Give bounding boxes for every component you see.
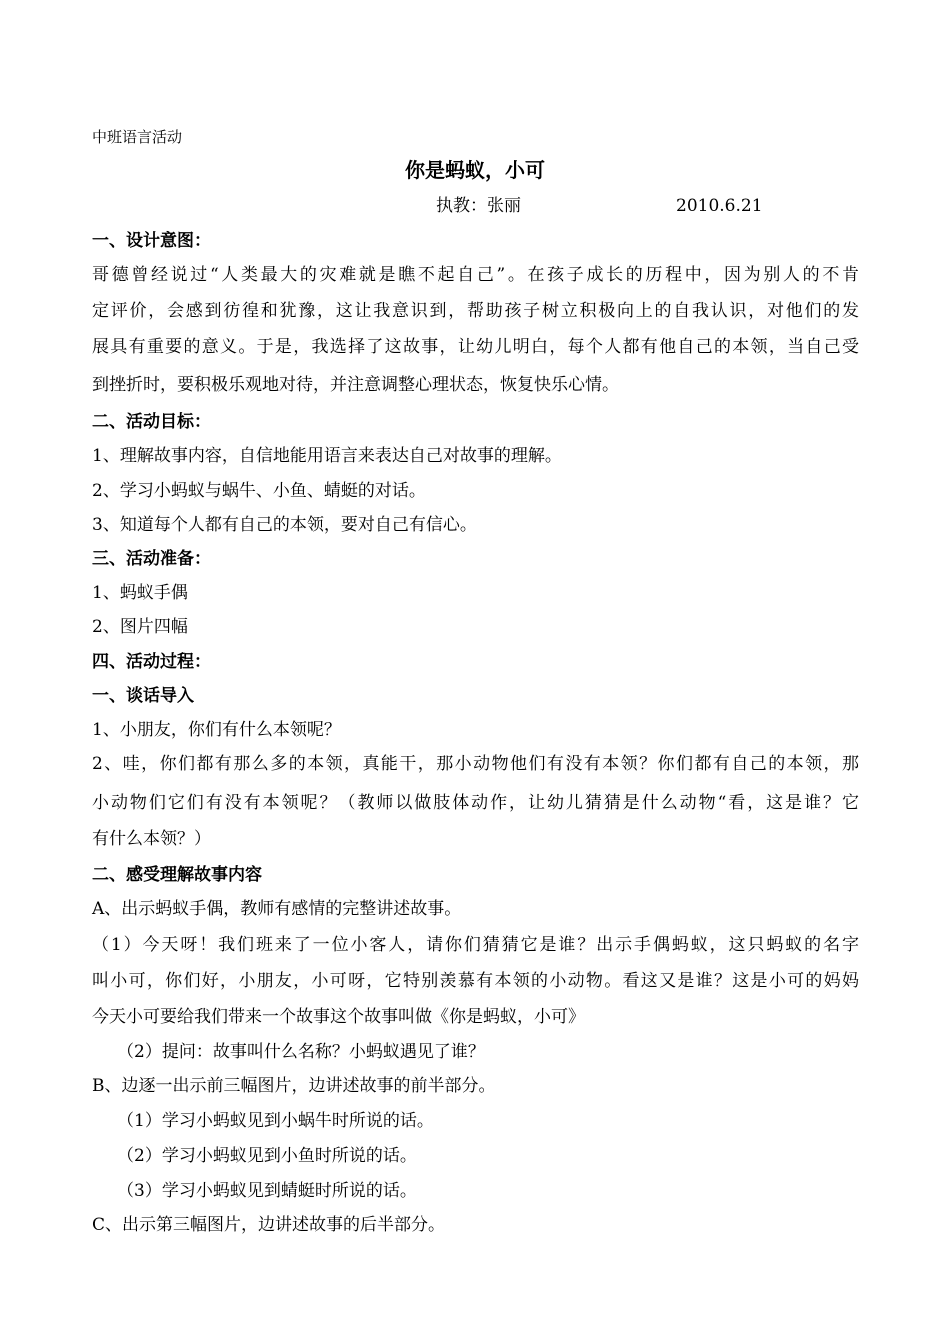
activity-category: 中班语言活动 bbox=[92, 128, 183, 146]
paragraph-line: 展具有重要的意义。于是，我选择了这故事，让幼儿明白，每个人都有他自己的本领，当自己受 bbox=[92, 337, 859, 357]
step-a: A、出示蚂蚁手偶，教师有感情的完整讲述故事。 bbox=[92, 899, 462, 919]
list-item: 2、学习小蚂蚁与蜗牛、小鱼、蜻蜓的对话。 bbox=[92, 481, 426, 501]
step-b: B、边逐一出示前三幅图片，边讲述故事的前半部分。 bbox=[92, 1076, 496, 1096]
list-item: 1、蚂蚁手偶 bbox=[92, 583, 188, 603]
paragraph-line: 今天小可要给我们带来一个故事这个故事叫做《你是蚂蚁，小可》 bbox=[92, 1007, 585, 1027]
section-heading-design: 一、设计意图： bbox=[92, 231, 211, 251]
question-line: （2）提问：故事叫什么名称？小蚂蚁遇见了谁？ bbox=[117, 1042, 485, 1062]
paragraph-line: 1、小朋友，你们有什么本领呢？ bbox=[92, 720, 341, 740]
paragraph-line: 定评价，会感到彷徨和犹豫，这让我意识到，帮助孩子树立积极向上的自我认识，对他们的发 bbox=[92, 301, 859, 321]
list-item: 3、知道每个人都有自己的本领，要对自己有信心。 bbox=[92, 515, 477, 535]
paragraph-line: 到挫折时，要积极乐观地对待，并注意调整心理状态，恢复快乐心情。 bbox=[92, 375, 619, 395]
activity-date: 2010.6.21 bbox=[676, 196, 763, 216]
teacher-name: 执教：张丽 bbox=[436, 196, 521, 216]
paragraph-line: 叫小可，你们好，小朋友，小可呀，它特别羡慕有本领的小动物。看这又是谁？这是小可的妈妈 bbox=[92, 971, 859, 991]
section-heading-process: 四、活动过程： bbox=[92, 652, 211, 672]
section-heading-preparation: 三、活动准备： bbox=[92, 549, 211, 569]
paragraph-line: 哥德曾经说过“人类最大的灾难就是瞧不起自己”。在孩子成长的历程中，因为别人的不肯 bbox=[92, 265, 859, 285]
subsection-heading-intro: 一、谈话导入 bbox=[92, 686, 194, 706]
document-title: 你是蚂蚁，小可 bbox=[405, 158, 545, 182]
list-item: （2）学习小蚂蚁见到小鱼时所说的话。 bbox=[117, 1146, 417, 1166]
subsection-heading-story: 二、感受理解故事内容 bbox=[92, 865, 262, 885]
list-item: 2、图片四幅 bbox=[92, 617, 188, 637]
paragraph-line: （1）今天呀！我们班来了一位小客人，请你们猜猜它是谁？出示手偶蚂蚁，这只蚂蚁的名字 bbox=[92, 935, 859, 955]
paragraph-line: 小动物们它们有没有本领呢？（教师以做肢体动作，让幼儿猜猜是什么动物“看，这是谁？它 bbox=[92, 793, 859, 813]
list-item: （1）学习小蚂蚁见到小蜗牛时所说的话。 bbox=[117, 1111, 434, 1131]
paragraph-line: 2、哇，你们都有那么多的本领，真能干，那小动物他们有没有本领？你们都有自己的本领，那 bbox=[92, 754, 859, 774]
step-c: C、出示第三幅图片，边讲述故事的后半部分。 bbox=[92, 1215, 446, 1235]
paragraph-line: 有什么本领？） bbox=[92, 829, 211, 849]
list-item: （3）学习小蚂蚁见到蜻蜓时所说的话。 bbox=[117, 1181, 417, 1201]
list-item: 1、理解故事内容，自信地能用语言来表达自己对故事的理解。 bbox=[92, 446, 562, 466]
section-heading-goals: 二、活动目标： bbox=[92, 412, 211, 432]
